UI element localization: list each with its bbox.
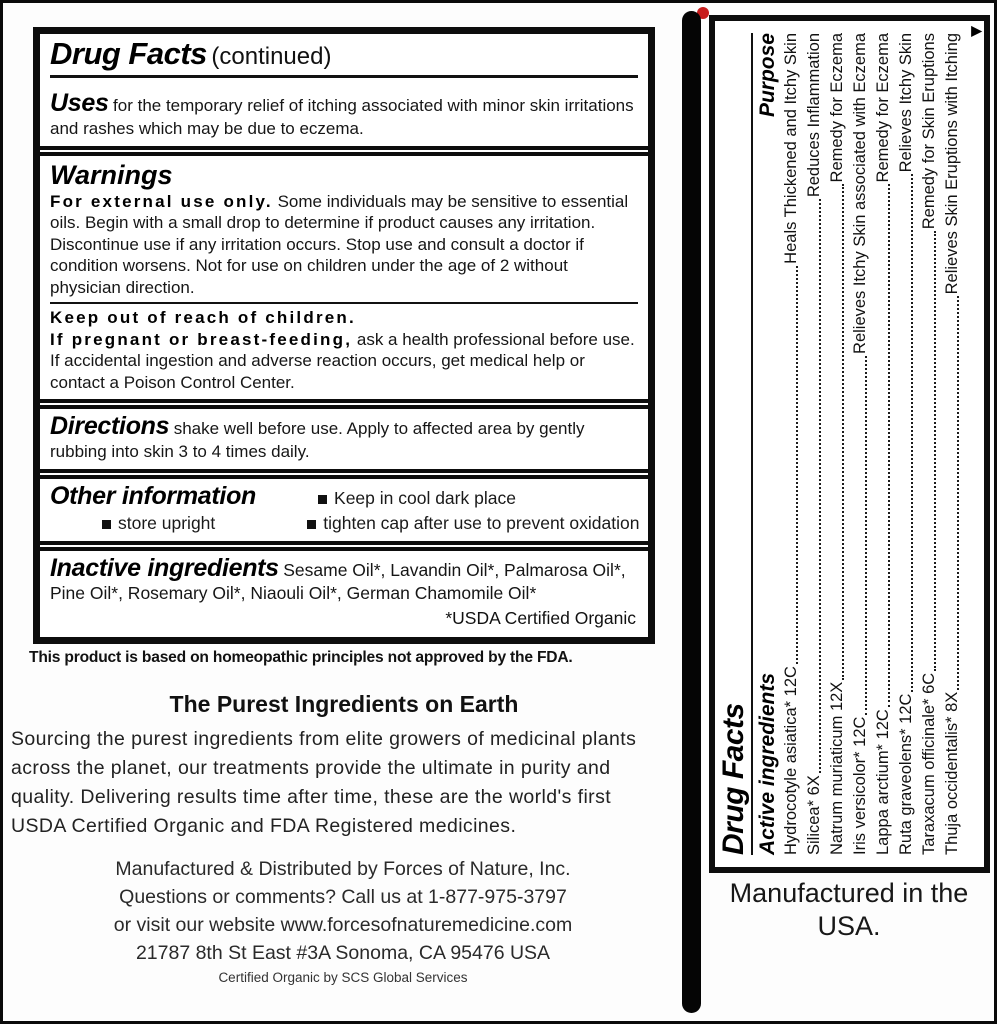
section-divider <box>40 399 648 409</box>
uses-text: for the temporary relief of itching associated with minor skin irritations and rashes which may be due to eczema. <box>50 96 634 138</box>
ingredient-row <box>918 33 941 855</box>
right-drug-facts-title: Drug Facts <box>717 703 750 855</box>
uses-heading: Uses <box>50 89 109 117</box>
warnings-external-text: For external use only. Some individuals may be sensitive to essential oils. Begin with a small drop to determine if product causes any irritation. Discontinue use if any irritation occurs. Stop use and consult a doctor if condition worsens. Not for use on children under the age of 2 without physician direction. <box>50 191 629 297</box>
dotted-leader <box>911 174 913 691</box>
ingredient-purpose: Reduces Inflammation <box>805 33 823 198</box>
for-external-use-lead: For external use only. <box>50 191 273 211</box>
other-information-section <box>40 479 648 541</box>
other-information-heading: Other information <box>50 481 257 510</box>
left-label-column <box>3 3 675 985</box>
dotted-leader <box>934 231 936 671</box>
section-divider <box>40 146 648 156</box>
rule-under-right-title <box>751 33 753 855</box>
fda-disclaimer: This product is based on homeopathic principles not approved by the FDA. <box>29 649 573 666</box>
ingredient-name: Lappa arctium* 12C <box>874 709 892 855</box>
ingredient-row <box>941 33 964 855</box>
other-info-bullet-3: tighten cap after use to prevent oxidation <box>307 512 639 535</box>
section-divider <box>40 541 648 551</box>
rotated-drug-facts-panel <box>709 15 990 873</box>
ingredient-purpose: Relieves Itchy Skin <box>897 33 915 173</box>
other-info-bullet-1: Keep in cool dark place <box>318 487 516 510</box>
uses-section <box>40 86 648 146</box>
dotted-leader <box>888 184 890 707</box>
dotted-leader <box>865 356 867 715</box>
ingredient-row <box>849 33 872 855</box>
ingredient-rows <box>780 33 964 855</box>
drug-facts-continued-panel <box>33 27 655 644</box>
ingredient-purpose: Remedy for Eczema <box>828 33 846 183</box>
dotted-leader <box>819 199 821 773</box>
keep-out-of-reach-line: Keep out of reach of children. <box>50 308 356 327</box>
ingredient-row <box>780 33 803 855</box>
ingredient-purpose: Relieves Itchy Skin associated with Eczema <box>851 33 869 354</box>
contact-line: Manufactured & Distributed by Forces of Nature, Inc. <box>115 858 571 880</box>
other-info-bullet-2: store upright <box>102 512 215 535</box>
ingredient-name: Silicea* 6X <box>805 775 823 855</box>
rule-under-title <box>50 75 638 78</box>
ingredient-name: Hydrocotyle asiatica* 12C <box>782 666 800 855</box>
ingredient-purpose: Remedy for Eczema <box>874 33 892 183</box>
dotted-leader <box>796 266 798 664</box>
purpose-header: Purpose <box>756 33 779 118</box>
inactive-ingredients-section <box>40 551 648 638</box>
continued-arrow-icon: ▼ <box>966 22 987 41</box>
ingredient-name: Thuja occidentalis* 8X <box>943 691 961 855</box>
active-ingredients-header: Active ingredients <box>756 672 779 855</box>
ingredient-name: Ruta graveolens* 12C <box>897 693 915 855</box>
ingredient-name: Taraxacum officinale* 6C <box>920 672 938 855</box>
certifier-line: Certified Organic by SCS Global Services <box>218 970 468 985</box>
contact-line: 21787 8th St East #3A Sonoma, CA 95476 USA <box>135 942 551 964</box>
rule-in-warnings <box>50 302 638 304</box>
directions-heading: Directions <box>50 412 170 440</box>
ingredient-row <box>803 33 826 855</box>
ingredient-purpose: Remedy for Skin Eruptions <box>920 33 938 230</box>
ingredient-name: Iris versicolor* 12C <box>851 716 869 855</box>
center-divider-bar <box>682 11 701 1013</box>
square-bullet-icon <box>102 520 111 529</box>
ingredients-header-row <box>755 33 780 855</box>
dotted-leader <box>842 184 844 679</box>
warnings-section <box>40 156 648 400</box>
contact-block <box>43 855 643 967</box>
directions-section <box>40 409 648 469</box>
section-divider <box>40 469 648 479</box>
marketing-heading: The Purest Ingredients on Earth <box>169 691 519 717</box>
pregnant-warning-text: If pregnant or breast-feeding, ask a health professional before use. If accidental ingestion and adverse reaction occurs, get medical help or contact a Poison Control Center. <box>50 329 635 392</box>
directions-text: shake well before use. Apply to affected area by gently rubbing into skin 3 to 4 times daily. <box>50 419 585 461</box>
drug-facts-header-section <box>40 34 648 86</box>
if-pregnant-lead: If pregnant or breast-feeding, <box>50 329 353 349</box>
square-bullet-icon <box>318 495 327 504</box>
ingredient-row <box>872 33 895 855</box>
inactive-ingredients-text: Sesame Oil*, Lavandin Oil*, Palmarosa Oil*, Pine Oil*, Rosemary Oil*, Niaouli Oil*, German Chamomile Oil* <box>50 559 626 603</box>
inactive-ingredients-heading: Inactive ingredients <box>50 553 279 582</box>
made-in-usa-text: Manufactured in the USA. <box>729 878 969 941</box>
contact-line: Questions or comments? Call us at 1-877-975-3797 <box>119 886 567 908</box>
usda-certified-footnote: *USDA Certified Organic <box>445 608 636 628</box>
ingredient-purpose: Relieves Skin Eruptions with Itching <box>943 33 961 295</box>
square-bullet-icon <box>307 520 316 529</box>
ingredient-row <box>826 33 849 855</box>
contact-line: or visit our website www.forcesofnaturemedicine.com <box>113 914 573 936</box>
ingredient-row <box>895 33 918 855</box>
dotted-leader <box>957 296 959 689</box>
marketing-body: Sourcing the purest ingredients from elite growers of medicinal plants across the planet, our treatments provide the ultimate in purity and quality. Delivering results time after time, these are the world's first USDA Certified Organic and FDA Registered medicines. <box>11 728 637 837</box>
ingredient-purpose: Heals Thickened and Itchy Skin <box>782 33 800 264</box>
drug-facts-title: Drug Facts <box>50 36 207 71</box>
ingredient-name: Natrum muriaticum 12X <box>828 681 846 855</box>
warnings-heading: Warnings <box>50 159 173 190</box>
drug-facts-continued-suffix: (continued) <box>211 43 332 70</box>
active-ingredients-panel <box>709 15 990 873</box>
